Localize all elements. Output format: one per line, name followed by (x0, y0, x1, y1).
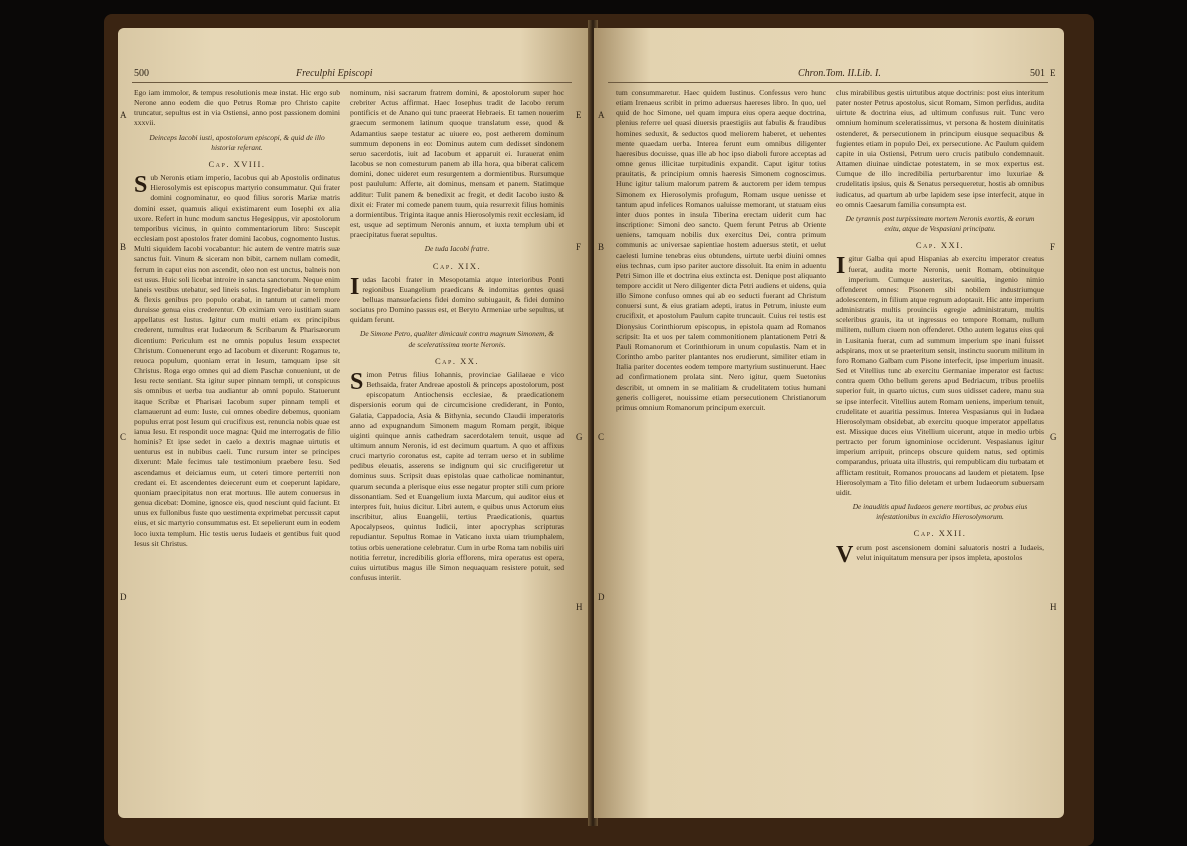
paragraph: tum consummaretur. Haec quidem Iustinus. Confessus vero hunc etiam Irenaeus scribit in primo aduersus haereses libro. In quo, uel quid de hoc Simone, uel quam impura eius opera aeque doctrina, plenius referre uel quasi diuersis praestigiis aut fabulis & fraudibus homines seduxit, & seductos quod meliorem haberet, et uehentes mente quaedam uerba. Interea ferunt eum omnibus diligenter haeresibus docuisse, quas ille ab hoc ipso diaboli furore acceptas ad omne genus illicitae turpitudinis expandit. Caput igitur totius prauitatis, & principium omnis haeresis Simonem cognoscimus. Hunc igitur talium malorum patrem & auctorem per idem tempus Simonem ex Hierosolymis profugum, Romam usque uenisse et tantum apud infelices Romanos ualuisse memorant, ut statuam eius inter duos pontes in insula Tiberina erectam uiderit cum hac inscriptione: Simoni deo sancto. Quem ferunt Petrus ab Oriente ueniens, tamquam nobilis dux exercitus Dei, contra primum communis ac universae sapientiae hostem aduersus stetit, et uelut caelesti lumine tenebras eius obtundens, uirtute uerbi diuini omnes eius technas, cum ipso pariter auctore dissoluit. Ita enim in aduentu Petri Simon ille et doctrina eius extincta est. Denique post aliquanto tempore accidit ut Nero diligenter dicta Petri audiens et uidens, quia illo Simone confuso omnes qui ab eo seducti fuerant ad Christum conuersi sunt, & eius gratiam adepti, iratus in Petrum, iniuste eum crucifixit, et apostolum Paulum capite truncauit. Cuius rei testis est Dionysius Corinthiorum episcopus, in epistola quam ad Romanos scripsit: Ita et uos per talem commonitionem plantationem Petri & Pauli Romanorum et Corinthiorum in unum copulastis. Nam et in Corintho ambo pariter plantantes nos erudierunt, similiter etiam in Italia pariter docentes eodem tempore martyrium sustinuerunt. Haec ad confirmationem prolata sint. Nero igitur, quem Suetonius describit, ut omnem in se malitiam & crudelitatem totius humani generis colligeret, nouissime etiam persecutionem Christianorum primus omnium Romanorum principum exercuit. (616, 88, 826, 412)
chapter-title: Cap. XVIII. (208, 158, 266, 169)
margin-letter: A (120, 110, 127, 120)
section-heading: Deinceps Iacobi iusti, apostolorum episcopi, & quid de illo historiæ referant. (149, 132, 325, 152)
drop-cap: I (836, 253, 846, 280)
paragraph (836, 541, 1044, 568)
paragraph: nominum, nisi sacrarum fratrem domini, & apostolorum super hoc crebriter Actus affirmat. Haec Iosephus tradit de Iacobo rerum pontificis et de Anano qui tunc praeerat Hebraeis. Et tamen nouerim graecum sermonem latinum quoque translatum esse, quod & Adamantius saepe testatur ac uiuere eo, post aetherem dominum summum deponens in eo: Dominus autem cum dedisset sindonem seruo sacerdotis, iuit ad Iacobum et apparuit ei. Iurauerat enim Iacobus se non comesturum panem ab illa hora, qua biberat calicem domini, donec uideret eum resurgentem a dormientibus. Rursumque post paululum: Afferte, ait dominus, mensam et panem. Statimque additur: Tulit panem & benedixit ac fregit, et dedit Iacobo iusto & dixit ei: Frater mi comede panem tuum, quia resurrexit filius hominis a dormientibus. Triginta itaque annis Hierosolymis rexit ecclesiam, id est, usque ad septimum Neronis annum, et iuxta templum ubi et praecipitatus fuerat sepultus. (350, 88, 564, 240)
drop-cap: I (350, 273, 360, 300)
margin-letter: H (1050, 602, 1057, 612)
drop-cap: S (350, 368, 364, 395)
drop-cap: V (836, 541, 854, 568)
chapter-title: Cap. XXI. (915, 240, 965, 251)
margin-letter: E (576, 110, 582, 120)
header-rule (132, 82, 572, 83)
section-heading: De Simone Petro, qualiter dimicauit contra magnum Simonem, & de sceleratissima morte Neronis. (360, 329, 554, 349)
section-heading: De inauditis apud Iudaeos genere mortibus, ac probus eius infestationibus in excidio Hierosolymorum. (852, 502, 1028, 522)
text-column-right (350, 88, 564, 810)
margin-letter: B (120, 242, 127, 252)
paragraph (350, 370, 564, 583)
margin-letter: D (120, 592, 127, 602)
margin-letter: D (598, 592, 605, 602)
paragraph: Ego iam immolor, & tempus resolutionis meæ instat. Hic ergo sub Nerone anno eodem die quo Petrus Romæ pro Christo capite truncatur, sepultus est in via Ostiensi, anno post passionem domini xxxvii. (134, 88, 340, 128)
margin-letter: F (576, 242, 582, 252)
paragraph (836, 254, 1044, 498)
running-head: Freculphi Episcopi (296, 68, 373, 79)
paragraph-text: gitur Galba qui apud Hispanias ab exercitu imperator creatus fuerat, audita morte Neronis, uenit Romam, obtinuitque imperium. Cumque austeritas, saeuitia, ingenio nimio offenderet omnes: Pisonem sibi nobilem industriumque adolescentem, in filium atque regnum adoptauit. Hic ante imperium administratis multis prouinciis egregie administratum, multis sceleribus grauis, ita ut ingressus eo tempore Romam, nullum militem, nullum ciuem non offenderet. Otho autem legatus eius qui in Lusitania fuerat, cum ad summum imperium spe inani fuisset adspirans, mox ut se praeteritum sensit, instinctu suorum militum in foro Romano Galbam cum Pisone interfecit, ipse imperium inuasit. Sed et Vitellius tunc ab exercitu Germaniae imperator est factus: contra quem Otho bellum gerens apud Bedriacum, tribus proeliis superior fuit, in quarto uictus, cum suos uidisset cadere, manu sua se ipse interfecit. Vitellius autem Romam ueniens, imperium tenuit, crudelitate et auaritia pessimus. Interea Vespasianus qui in Iudaea Hierosolymam obsidebat, ab exercitu quoque imperator appellatus est. Missique duces eius Vitellium uicerunt, atque in medio urbis pertracto per forum ignominiose occiderunt. Vespasianus igitur imperium arripuit, princeps obscure quidem natus, sed optimis comparandus, priuata uita illustris, qui rempublicam diu turbatam et afflictam restituit, Romanos prouocans ad laudem et pietatem. Ipse Hierosolymam a Tito filio deletam et urbem Iudaeorum subuersam uidit. (836, 254, 1044, 497)
margin-letter: C (120, 432, 127, 442)
page-number: 500 (134, 68, 149, 79)
chapter-title: Cap. XXII. (913, 528, 967, 539)
margin-letter: A (598, 110, 605, 120)
chapter-title: Cap. XX. (435, 355, 479, 366)
margin-letter: B (598, 242, 605, 252)
paragraph: clus mirabilibus gestis uirtutibus atque doctrinis: post eius interitum pater noster Petrus apostolus, sicut Romam, Simon perfidus, audita uirtute & doctrina eius, ad ultimum confusus ruit. Tunc vero omnium hominum sceleratissimus, vt persona & hostem diuinitatis ostenderet, & persecutionem in principum eiusque sequacibus & fugientes etiam in populo Dei, ex persecutione. Ac Paulum quidem capite in uia Ostiensi, Petrum uero crucis patibulo condemnauit. Attamen diuinae uindictae potestatem, in se mox expertus est. Cumque de illo incredibilia perturbarentur imo luxuriae & crudelitatis ipsius, quis & Senatus persequeretur, hostis ab omnibus iudicatus, ad quartum ab urbe lapidem sese ipse interfecit, atque in eo omnis Caesarum familia consumpta est. (836, 88, 1044, 209)
paragraph-text: erum post ascensionem domini saluatoris nostri a Iudaeis, velut iniquitatum mensura per ipsos impleta, apostolos (856, 542, 1044, 562)
margin-letter: G (1050, 432, 1057, 442)
margin-letter: F (1050, 242, 1056, 252)
text-column-right (836, 88, 1044, 810)
paragraph (350, 275, 564, 326)
header-rule (608, 82, 1048, 83)
text-column-left (134, 88, 340, 810)
left-page (118, 28, 591, 818)
section-heading: De tyrannis post turpissimam mortem Neronis exortis, & eorum exitu, atque de Vespasiani principatu. (845, 213, 1035, 234)
paragraph-text: udas Iacobi frater in Mesopotamia atque interioribus Ponti regionibus Euangelium praedicans & indomitas gentes quasi belluas mansuefaciens fidei domino subiugauit, & fidei domino sociatus pro Domino passus est, et Beryto Armeniae urbe sepultus, ut quidam ferunt. (350, 274, 564, 325)
margin-letter: E (1050, 68, 1056, 78)
section-heading: De tuda Iacobi fratre. (424, 244, 490, 254)
running-head: Chron.Tom. II.Lib. I. (798, 68, 881, 79)
paragraph-text: ub Neronis etiam imperio, Iacobus qui ab Apostolis ordinatus Hierosolymis est episcopus martyrio consummatur. Qui frater domini cognominatur, eo quod filius sororis Mariæ matris domini esset, quamuis aliqui existimarent eum Iosephi ex alia uxore. Refert in hunc modum sanctus Hegesippus, vir apostolorum temporibus vicinus, in quinto commentariorum libro: Suscepit ecclesiam post apostolos frater domini Iacobus, cognomento Iustus. Multi siquidem Iacobi vocabantur: hic autem de ventre matris suæ sanctus fuit. Vinum & siceram non bibit, carnem nullam comedit, ferrum in caput eius non ascendit, oleo non est unctus, balneis non est usus. Huic soli licebat introire in sancta sanctorum. Neque enim laneis vestibus utebatur, sed lineis solus. Ingrediebatur in templum & flexis genibus pro populo orabat, in tantum ut cameli more duruisse genua eius crederentur. Ob eximiam vero iustitiam suam appellatus est Iustus. Igitur cum multi etiam ex principibus crederent, tumultus erat Iudæorum & Scribarum & Pharisæorum dicentium: Periculum est ne omnis populus Iesum exspectet Christum. Conuenerunt ergo ad Iacobum et dixerunt: Rogamus te, reuoca populum, quoniam errat in Iesum, tamquam ipse sit Christus. Roga ergo omnes qui ad diem Paschæ conueniunt, ut de Iesu recte sentiant. Sta igitur super pinnam templi, ut conspicuus sis omnibus et uerba tua audiantur ab omni populo. Statuerunt itaque Scribæ et Pharisæi Iacobum super pinnam templi et clamauerunt ad eum: Iuste, cui omnes obedire debemus, quoniam populus errat post Iesum qui crucifixus est, renuncia nobis quae est ianua Iesu. Et respondit uoce magna: Quid me interrogatis de filio hominis? Et ipse sedet in caelo a dextris magnae uirtutis et uenturus est in nubibus caeli. Tunc rursum inter se principes dixerunt: Male fecimus tale testimonium praebere Iesu. Sed ascendamus et deiciamus eum, ut ceteri timore perterriti non credant ei. Et ascendentes deiecerunt eum et coeperunt lapidare, quoniam praecipitatus non erat mortuus. Ille autem conuersus in genua dicebat: Domine, ignosce eis, quod nesciunt quid faciunt. Et unus ex fullonibus fuste quo uestimenta exprimebat percussit caput eius, et sic martyrio consummatus est. Et sepelierunt eum in eodem loco iuxta templum. Hic testis uerus Iudaeis et gentibus fuit quod Iesus sit Christus. (134, 173, 340, 548)
margin-letter: G (576, 432, 583, 442)
paragraph (134, 173, 340, 549)
text-column-left (616, 88, 826, 810)
margin-letter: C (598, 432, 605, 442)
drop-cap: S (134, 172, 148, 199)
paragraph-text: imon Petrus filius Iohannis, provinciae Galilaeae e vico Bethsaida, frater Andreae apostoli & princeps apostolorum, post episcopatum Antiochensis ecclesiae, & praedicationem dispersionis eorum qui de circumcisione crediderant, in Ponto, Galatia, Cappadocia, Asia & Bithynia, secundo Claudii imperatoris anno ad expugnandum Simonem magum Romam pergit, ibique uiginti quinque annis cathedram sacerdotalem tenuit, usque ad ultimum annum Neronis, id est decimum quartum. A quo et affixus cruci martyrio coronatus est, capite ad terram uerso et in sublime pedibus eleuatis, asserens se indignum qui sic crucifigeretur ut dominus suus. Scripsit duas epistolas quae catholicae nominantur, quarum secunda a plerisque eius esse negatur propter stili cum priore dissonantiam. Sed et Euangelium iuxta Marcum, qui auditor eius et interpres fuit, huius dicitur. Libri autem, e quibus unus Actorum eius inscribitur, alius Euangelii, tertius Praedicationis, quartus Apocalypseos, quintus Iudicii, inter apocryphas scripturas repudiantur. Sepultus Romae in Vaticano iuxta uiam triumphalem, totius orbis ueneratione celebratur. Cum in urbe Roma tam nobilis uiri notitia ferretur, incredibilis gloria efflorens, mira operatus est opera, cuius uirtutibus magus ille Simon nequaquam resistere potuit, sed confusus interiit. (350, 369, 564, 583)
page-number: 501 (1030, 68, 1045, 79)
chapter-title: Cap. XIX. (432, 260, 482, 271)
margin-letter: H (576, 602, 583, 612)
right-page (594, 28, 1064, 818)
